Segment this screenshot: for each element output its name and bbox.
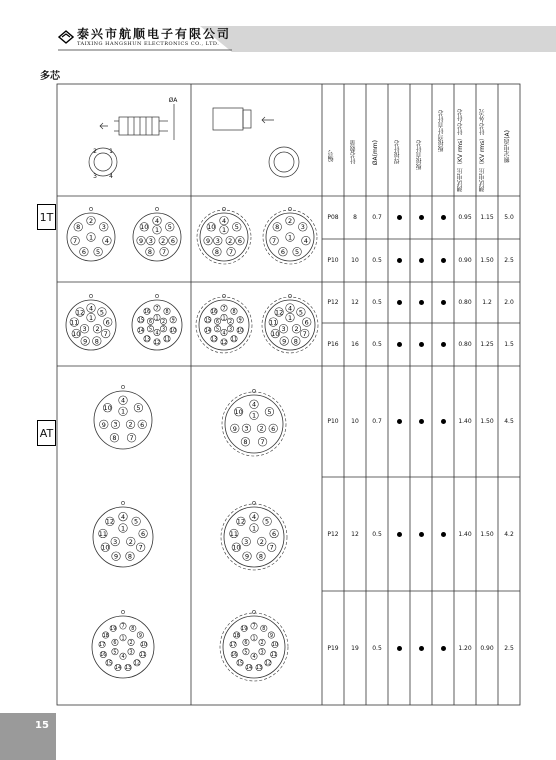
pin-number: 10 [234,408,243,417]
col-header: 焊接针芯 [394,140,401,164]
cell-v1: 0.80 [458,341,472,348]
pin-number: 5 [265,517,270,526]
cell-pcb-straight [410,366,432,477]
pin-number: 4 [303,236,308,245]
connector-pinout [132,294,182,350]
pin-number: 2 [161,320,166,326]
cell-code: P08 [327,214,339,221]
pin-number: 12 [236,517,245,526]
cell-v2: 1.50 [480,257,494,264]
filled-dot-icon [397,300,402,305]
pin-number: 9 [269,633,273,639]
pin-number: 5 [267,408,272,417]
cell-pins: 10 [351,418,359,425]
pin-number: 10 [232,543,241,552]
cell-v1: 1.40 [458,418,472,425]
pin-number: 5 [234,223,239,232]
pin-number: 7 [103,329,108,338]
pin-number: 4 [221,217,227,226]
filled-dot-icon [397,342,402,347]
pin-number: 8 [258,552,264,561]
pin-number: 6 [215,320,220,326]
pin-number: 6 [304,318,309,327]
pin-number: 9 [101,420,106,429]
pin-number: 1 [222,316,226,322]
pin-number: 9 [83,337,88,346]
pin-number: 5 [298,308,303,317]
pin-number: 12 [75,308,85,317]
cell-v2: 1.15 [480,214,494,221]
pin-number: 8 [232,310,236,316]
pin-number: 17 [99,643,106,649]
pin-number: 13 [210,337,218,343]
pin-number: 9 [171,318,175,324]
pin-number: 8 [147,248,152,257]
cell-pins: 10 [351,257,359,264]
pin-number: 4 [121,655,125,661]
connector-pinout [94,385,152,449]
pin-number: 3 [113,420,118,429]
cell-current: 4.2 [504,530,514,538]
cell-v2: 1.50 [480,418,494,425]
filled-dot-icon [441,215,446,220]
pin-number: 15 [204,318,211,324]
pin-number: 3 [260,650,264,656]
pin-number: 2 [259,537,264,546]
pin-number: 11 [163,337,171,343]
cell-current: 4.5 [504,418,514,425]
pin-number: 4 [287,304,293,313]
filled-dot-icon [397,646,402,651]
pin-number: 8 [262,627,266,633]
connector-pinout [67,207,115,261]
cell-current: 5.0 [504,214,514,221]
filled-dot-icon [441,646,446,651]
pin-number: 6 [140,420,145,429]
pin-number: 9 [206,236,211,245]
pin-number: 12 [220,340,228,346]
pin-number: 15 [137,318,144,324]
pin-number: 7 [73,236,78,245]
company-name-cn: 泰兴市航顺电子有限公司 [77,27,232,41]
pin-label: 3 [93,172,97,180]
pin-number: 11 [139,653,146,659]
filled-dot-icon [397,532,402,537]
pin-number: 4 [222,331,226,337]
company-name-en: TAIXING HANGSHUN ELECTRONICS CO., LTD. [77,41,220,47]
pin-number: 10 [271,329,280,338]
filled-dot-icon [397,419,402,424]
pin-number: 8 [275,223,280,232]
pin-number: 1 [287,233,293,242]
pin-number: 6 [244,641,248,647]
pin-number: 5 [295,248,300,257]
pin-label: 4 [109,172,113,180]
connector-pinout [93,501,153,567]
pin-number: 4 [251,512,257,521]
cell-v1: 0.90 [458,257,472,264]
pin-number: 5 [99,308,104,317]
cell-dia: 0.7 [372,418,382,425]
series-tag-at: AT [37,420,56,446]
pin-number: 5 [96,248,101,257]
filled-dot-icon [397,215,402,220]
pin-number: 10 [207,223,216,232]
pin-number: 8 [76,223,81,232]
pin-number: 3 [244,537,249,546]
pin-number: 14 [114,666,122,672]
connector-pinout [220,610,288,681]
pin-number: 10 [237,329,244,335]
cell-code: P16 [327,341,339,348]
cell-pins: 19 [351,644,359,652]
pin-number: 10 [72,329,81,338]
cell-code: P19 [327,644,339,652]
cell-pcb-straight [410,196,432,239]
filled-dot-icon [419,258,424,263]
col-header: 板接弯针直针芯 [438,110,445,152]
connector-pinout [262,294,318,353]
pin-number: 1 [121,636,125,642]
cell-code: P10 [327,418,339,425]
filled-dot-icon [419,419,424,424]
series-tag-1t: 1T [37,204,56,230]
pin-number: 8 [112,434,117,443]
filled-dot-icon [441,532,446,537]
pin-number: 8 [131,627,135,633]
pin-number: 6 [237,236,242,245]
connector-pinout [221,501,287,570]
pin-number: 13 [255,666,263,672]
pin-number: 11 [270,653,277,659]
connector-pinout [197,207,251,264]
cell-pcb-straight [410,323,432,366]
pin-number: 2 [260,641,264,647]
filled-dot-icon [441,419,446,424]
pin-number: 7 [138,543,143,552]
pin-number: 1 [287,313,293,322]
filled-dot-icon [419,215,424,220]
cell-v1: 1.20 [458,644,472,652]
pin-number: 1 [251,411,257,420]
cell-v2: 1.25 [480,341,494,348]
pin-number: 17 [230,643,237,649]
cell-pcb-bent [432,477,454,591]
pin-number: 3 [215,236,220,245]
cell-dia: 0.5 [372,341,382,348]
pin-number: 18 [102,633,109,639]
pin-number: 2 [294,325,299,334]
pin-number: 4 [104,236,109,245]
pin-number: 3 [300,223,305,232]
pin-number: 7 [229,248,234,257]
pin-number: 14 [204,329,211,335]
cell-current: 2.5 [504,257,514,264]
pin-number: 12 [153,340,161,346]
pin-number: 7 [252,624,256,630]
cell-code: P10 [327,257,339,264]
filled-dot-icon [397,258,402,263]
cell-current: 1.5 [504,341,514,348]
connector-pinout [263,207,317,264]
pin-number: 3 [101,223,106,232]
pin-number: 6 [81,248,86,257]
cell-pins: 12 [351,530,359,538]
pin-number: 12 [105,517,114,526]
col-header: 板接直针芯 [416,140,423,170]
pin-number: 3 [113,537,118,546]
pin-number: 4 [88,304,94,313]
filled-dot-icon [419,342,424,347]
pin-number: 11 [269,318,278,327]
cell-solder [388,366,410,477]
pin-label: 2 [93,147,97,155]
filled-dot-icon [441,300,446,305]
cell-pcb-bent [432,323,454,366]
pin-number: 5 [167,223,172,232]
pin-number: 6 [271,424,276,433]
pin-number: 7 [272,236,277,245]
cell-v1: 0.80 [458,299,472,306]
pin-number: 5 [134,517,139,526]
pin-number: 9 [138,633,142,639]
connector-pinout [196,294,252,353]
col-header: ØA(mm) [372,140,379,166]
pin-number: 9 [238,318,242,324]
pin-number: 10 [101,543,110,552]
pin-number: 16 [100,653,107,659]
pin-number: 3 [244,424,249,433]
cell-pcb-bent [432,196,454,239]
pin-number: 3 [129,650,133,656]
pin-number: 1 [88,313,94,322]
pin-number: 2 [287,217,293,226]
col-header: 测试电压（KV rms）针芯-针芯 [457,108,464,192]
pin-number: 9 [113,552,119,561]
pin-number: 6 [170,236,175,245]
pin-number: 2 [129,641,133,647]
pin-number: 4 [155,331,159,337]
pin-number: 10 [140,643,147,649]
pin-number: 11 [230,337,238,343]
pin-number: 19 [241,627,248,633]
pin-number: 18 [233,633,240,639]
pin-number: 2 [161,236,166,245]
pin-number: 8 [165,310,169,316]
pin-number: 2 [128,537,133,546]
pin-number: 11 [98,529,108,538]
col-header: 额定电流(A) [504,130,511,163]
cell-pcb-straight [410,282,432,323]
pin-number: 8 [243,438,248,447]
pin-number: 1 [88,233,94,242]
pin-number: 15 [105,661,113,667]
diameter-label: ØA [168,96,178,104]
pin-number: 8 [214,248,219,257]
pin-number: 7 [129,434,134,443]
pin-number: 1 [154,226,160,235]
connector-pinout [66,294,116,350]
filled-dot-icon [441,342,446,347]
cell-pcb-straight [410,477,432,591]
cell-pcb-straight [410,239,432,282]
filled-dot-icon [419,532,424,537]
pin-number: 8 [127,552,133,561]
pin-number: 2 [228,320,233,326]
filled-dot-icon [419,300,424,305]
col-header: 测试电压（KV rms）针芯-外壳 [479,108,486,192]
col-header: 针芯数量 [350,140,357,164]
pin-number: 1 [120,407,126,416]
cell-pins: 16 [351,341,359,348]
cell-solder [388,323,410,366]
pin-number: 2 [88,217,94,226]
cell-code: P12 [327,299,339,306]
cell-v1: 0.95 [458,214,472,221]
pin-number: 3 [148,236,153,245]
pin-number: 10 [103,404,112,413]
cell-pcb-bent [432,239,454,282]
cell-v2: 1.2 [482,299,492,306]
cell-v1: 1.40 [458,530,472,538]
pin-number: 1 [120,524,126,533]
pin-number: 8 [94,337,99,346]
cell-solder [388,591,410,705]
cell-solder [388,477,410,591]
pin-number: 2 [259,424,264,433]
section-title: 多芯 [40,71,60,82]
pin-number: 16 [231,653,238,659]
cell-solder [388,282,410,323]
cell-pins: 8 [353,214,357,221]
pin-number: 5 [244,650,248,656]
cell-dia: 0.5 [372,257,382,264]
cell-dia: 0.5 [372,644,382,652]
pin-number: 3 [281,325,286,334]
cell-pcb-straight [410,591,432,705]
pin-label: 1 [109,147,113,155]
pin-number: 7 [269,543,274,552]
pin-number: 5 [136,404,141,413]
pin-number: 13 [124,666,132,672]
cell-pcb-bent [432,366,454,477]
pin-number: 7 [260,438,265,447]
pin-number: 4 [120,512,126,521]
pin-number: 10 [170,329,177,335]
pin-number: 15 [236,661,244,667]
cell-v2: 1.50 [480,530,494,538]
pin-number: 16 [210,310,218,316]
pin-number: 9 [232,424,237,433]
pin-number: 8 [293,337,298,346]
pin-number: 10 [140,223,149,232]
pin-number: 1 [221,226,227,235]
pin-number: 3 [228,327,233,333]
pin-number: 7 [162,248,167,257]
cell-dia: 0.7 [372,214,382,221]
pin-number: 19 [110,627,117,633]
pin-number: 1 [251,524,257,533]
cell-solder [388,196,410,239]
cell-v2: 0.90 [480,644,494,652]
pin-number: 12 [133,661,141,667]
cell-current: 2.0 [504,299,514,306]
pin-number: 7 [302,329,307,338]
pin-number: 6 [272,529,277,538]
cell-dia: 0.5 [372,299,382,306]
pin-number: 13 [143,337,151,343]
pin-number: 6 [105,318,110,327]
pin-number: 9 [282,337,287,346]
cell-pcb-bent [432,591,454,705]
pin-number: 7 [155,306,159,312]
pin-number: 6 [280,248,285,257]
pin-number: 14 [245,666,253,672]
page-number: 15 [35,720,49,731]
connector-pinout [133,207,181,261]
pin-number: 2 [95,325,100,334]
pin-number: 4 [251,400,257,409]
pin-number: 5 [215,327,220,333]
connector-pinout [92,610,154,678]
pin-number: 16 [143,310,151,316]
pin-number: 2 [228,236,233,245]
pin-number: 7 [121,624,125,630]
pin-number: 6 [113,641,117,647]
pin-number: 6 [148,320,153,326]
pin-number: 7 [222,306,226,312]
cell-pcb-bent [432,282,454,323]
pin-number: 11 [70,318,79,327]
pin-number: 1 [252,636,256,642]
cell-pins: 12 [351,299,359,306]
pin-number: 9 [244,552,250,561]
pin-number: 2 [128,420,133,429]
cell-solder [388,239,410,282]
pin-number: 5 [148,327,153,333]
pin-number: 1 [155,316,159,322]
cell-code: P12 [327,530,339,538]
pin-number: 4 [252,655,256,661]
filled-dot-icon [441,258,446,263]
cell-current: 2.5 [504,644,514,652]
filled-dot-icon [419,646,424,651]
pin-number: 5 [113,650,117,656]
col-header: 编号 [328,150,335,162]
pin-number: 9 [139,236,144,245]
connector-pinout [222,389,286,456]
pin-number: 11 [229,529,239,538]
pin-number: 3 [161,327,166,333]
pin-number: 4 [154,217,160,226]
pin-number: 10 [271,643,278,649]
pin-number: 4 [120,396,126,405]
pin-number: 6 [141,529,146,538]
cell-dia: 0.5 [372,530,382,538]
pin-number: 3 [82,325,87,334]
pin-number: 12 [274,308,284,317]
pin-number: 12 [264,661,272,667]
pin-number: 14 [137,329,144,335]
